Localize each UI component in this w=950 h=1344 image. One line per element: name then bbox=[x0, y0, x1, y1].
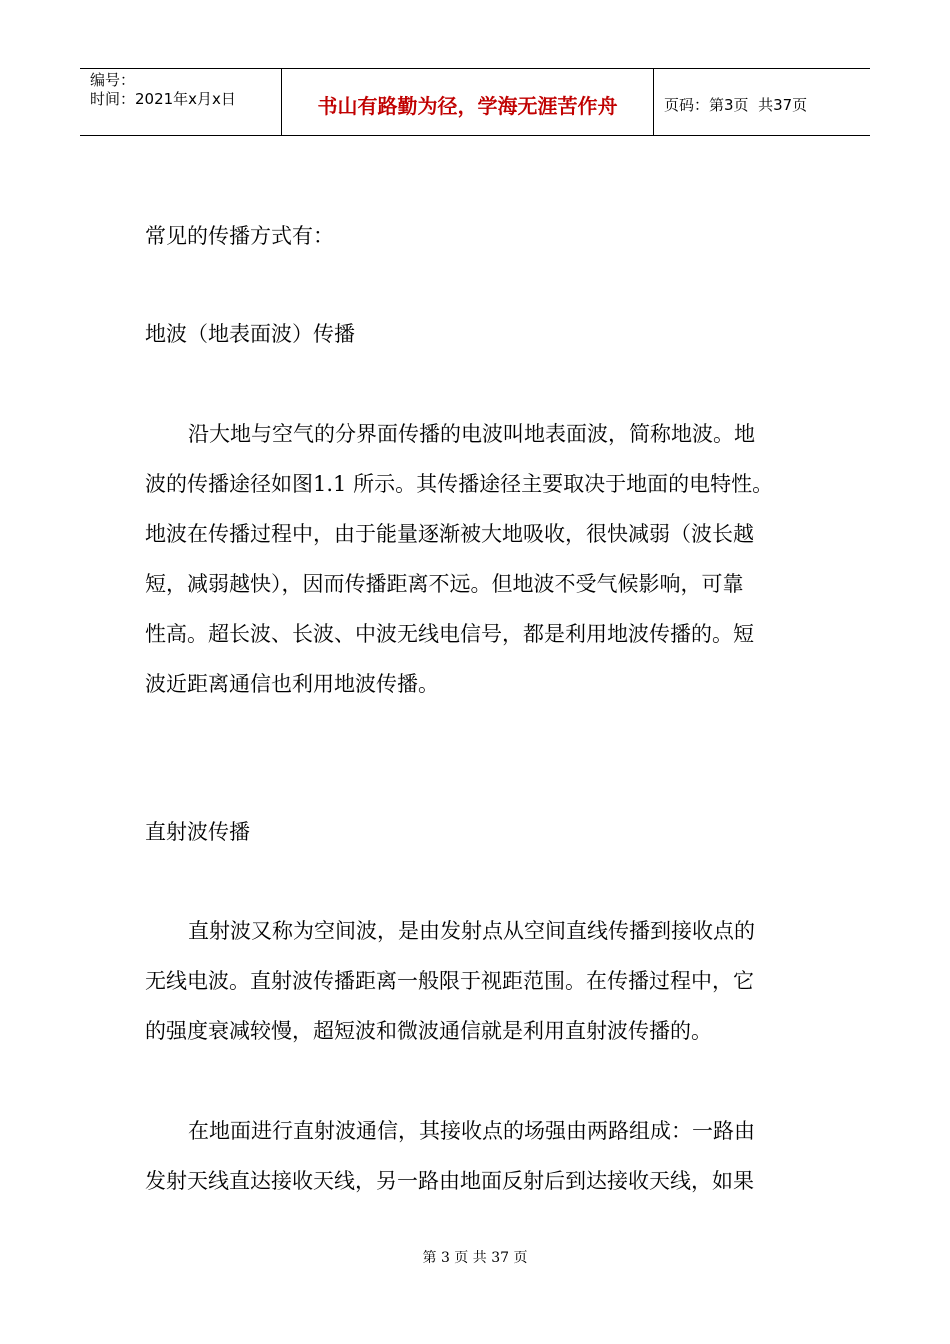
header-page-label: 页码：第3页 共37页 bbox=[664, 95, 808, 114]
paragraph-line: 沿大地与空气的分界面传播的电波叫地表面波，简称地波。地 bbox=[188, 422, 755, 446]
header-page-info bbox=[654, 69, 870, 135]
page-footer: 第 3 页 共 37 页 bbox=[422, 1250, 528, 1266]
intro-text: 常见的传播方式有： bbox=[145, 224, 334, 248]
document-date: 时间：2021年x月x日 bbox=[90, 90, 236, 108]
paragraph-line: 短，减弱越快），因而传播距离不远。但地波不受气候影响，可靠 bbox=[145, 572, 744, 596]
paragraph-line: 波的传播途径如图1.1 所示。其传播途径主要取决于地面的电特性。 bbox=[145, 472, 774, 496]
header-motto: 书山有路勤为径，学海无涯苦作舟 bbox=[282, 69, 654, 135]
header-meta bbox=[80, 69, 282, 135]
paragraph-line: 无线电波。直射波传播距离一般限于视距范围。在传播过程中，它 bbox=[145, 969, 754, 993]
section-heading-ground-wave: 地波（地表面波）传播 bbox=[145, 322, 355, 346]
document-number: 编号： bbox=[90, 71, 136, 89]
page-header bbox=[80, 68, 870, 136]
paragraph-line: 在地面进行直射波通信，其接收点的场强由两路组成：一路由 bbox=[188, 1119, 755, 1143]
section-heading-direct-wave: 直射波传播 bbox=[145, 820, 250, 844]
paragraph-line: 地波在传播过程中，由于能量逐渐被大地吸收，很快减弱（波长越 bbox=[145, 522, 754, 546]
paragraph-line: 直射波又称为空间波，是由发射点从空间直线传播到接收点的 bbox=[188, 919, 755, 943]
paragraph-line: 的强度衰减较慢，超短波和微波通信就是利用直射波传播的。 bbox=[145, 1019, 712, 1043]
paragraph-line: 性高。超长波、长波、中波无线电信号，都是利用地波传播的。短 bbox=[145, 622, 754, 646]
paragraph-line: 发射天线直达接收天线，另一路由地面反射后到达接收天线，如果 bbox=[145, 1169, 754, 1193]
paragraph-line: 波近距离通信也利用地波传播。 bbox=[145, 672, 439, 696]
